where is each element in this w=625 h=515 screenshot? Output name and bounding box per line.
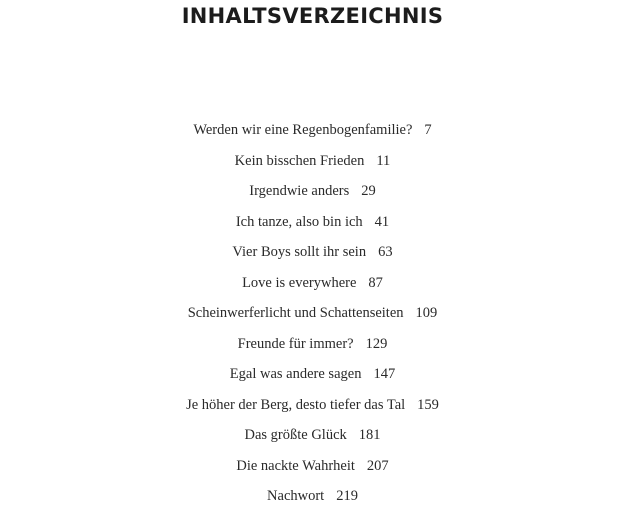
toc-entry-title: Nachwort (267, 488, 325, 504)
toc-entry-page: 159 (417, 396, 439, 413)
toc-entry (0, 301, 625, 332)
toc-entry-page: 181 (358, 427, 381, 443)
toc-entry-title: Kein bisschen Frieden (234, 152, 365, 169)
toc-entry-title: Freunde für immer? (237, 335, 354, 352)
toc-entry (0, 484, 625, 515)
toc-entry (0, 179, 625, 210)
toc-entry-title: Je höher der Berg, desto tiefer das Tal (186, 396, 406, 413)
toc-entry-page: 29 (361, 183, 376, 199)
toc-entry-title: Vier Boys sollt ihr sein (232, 244, 367, 260)
toc-entry-title: Egal was andere sagen (229, 366, 362, 382)
toc-entry-page: 147 (373, 366, 396, 382)
toc-entry (0, 362, 625, 393)
toc-entry-title: Scheinwerferlicht und Schattenseiten (187, 305, 404, 321)
toc-entry-title: Das größte Glück (244, 427, 347, 443)
toc-entry-page: 219 (336, 488, 358, 504)
page-title: INHALTSVERZEICHNIS (181, 4, 444, 28)
toc-entry-title: Werden wir eine Regenbogenfamilie? (193, 122, 413, 138)
toc-entry (0, 271, 625, 302)
toc-entry (0, 393, 625, 424)
toc-entry-title: Irgendwie anders (249, 183, 350, 199)
toc-entry-title: Ich tanze, also bin ich (235, 213, 363, 230)
toc-entry (0, 210, 625, 241)
table-of-contents (0, 118, 625, 515)
toc-entry (0, 332, 625, 363)
toc-entry-page: 63 (378, 244, 393, 260)
toc-entry (0, 454, 625, 485)
toc-entry-page: 7 (424, 122, 432, 138)
toc-entry (0, 423, 625, 454)
toc-entry (0, 149, 625, 180)
toc-entry-page: 87 (368, 274, 383, 291)
toc-entry-page: 207 (366, 457, 389, 474)
toc-entry (0, 240, 625, 271)
toc-entry-page: 109 (415, 305, 438, 321)
toc-entry-page: 129 (365, 335, 388, 352)
toc-entry (0, 118, 625, 149)
toc-entry-page: 11 (376, 152, 391, 169)
toc-entry-page: 41 (374, 213, 390, 230)
toc-entry-title: Love is everywhere (242, 274, 357, 291)
toc-entry-title: Die nackte Wahrheit (236, 457, 355, 474)
